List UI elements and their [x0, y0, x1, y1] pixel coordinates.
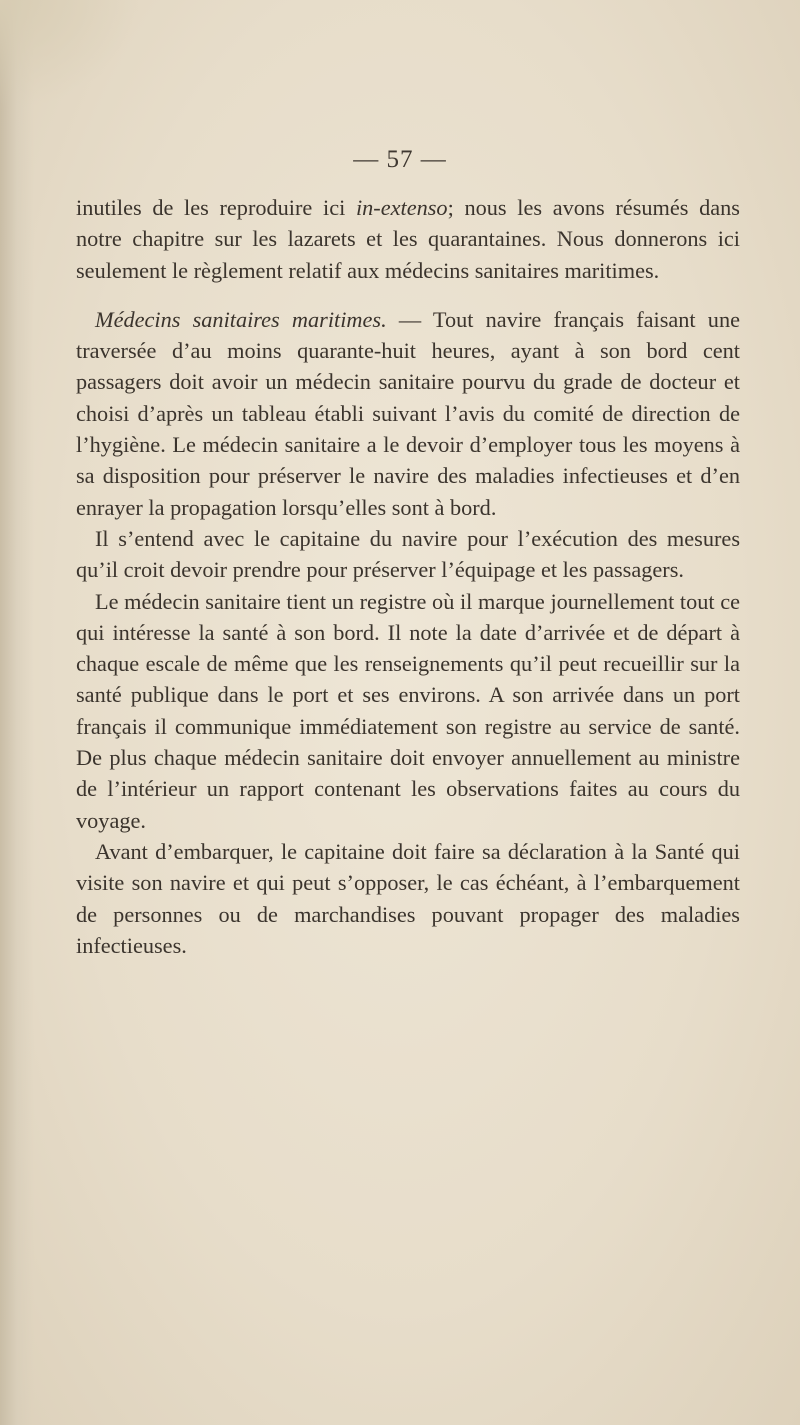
- paragraph-3: Il s’entend avec le capitaine du navire pour l’exécution des mesures qu’il croit devoir prendre pour préserver l’équipage et les passagers.: [76, 525, 740, 583]
- paragraph-1-start: inutiles de les reproduire ici: [76, 195, 356, 220]
- page-edge-shadow: [0, 0, 34, 1425]
- paragraph-2: [76, 304, 740, 523]
- page-number: — 57 —: [353, 146, 447, 173]
- section-title: Médecins sanitaires maritimes.: [95, 306, 387, 332]
- paragraph-2-text: — Tout navire français faisant une traversée d’au moins quarante-huit heures, ayant à son bord cent passagers doit avoir un médecin sanitaire pourvu du grade de docteur et choisi d’après un tableau établi suivant l’avis du comité de direction de l’hygiène. Le médecin sanitaire a le devoir d’employer tous les moyens à sa disposition pour préserver le navire des maladies infectieuses et d’en enrayer la propagation lorsqu’elles sont à bord.: [76, 306, 740, 520]
- paragraph-4: Le médecin sanitaire tient un registre où il marque journellement tout ce qui intéresse la santé à son bord. Il note la date d’arrivée et de départ à chaque escale de même que les renseignements qu’il peut recueillir sur la santé publique dans le port et ses environs. A son arrivée dans un port français il communique immédiatement son registre au service de santé. De plus chaque médecin sanitaire doit envoyer annuellement au ministre de l’intérieur un rapport contenant les observations faites au cours du voyage.: [76, 588, 740, 833]
- latin-phrase: in-extenso: [355, 195, 448, 220]
- section-spacer: [76, 286, 740, 304]
- body-text: [76, 192, 740, 961]
- paragraph-1: [76, 192, 740, 286]
- paragraph-5: Avant d’embarquer, le capitaine doit faire sa déclaration à la Santé qui visite son navire et qui peut s’opposer, le cas échéant, à l’embarquement de personnes ou de marchandises pouvant propager des maladies infectieuses.: [76, 838, 740, 958]
- paragraph-1-end: ; nous les avons résumés dans notre chapitre sur les lazarets et les quarantaines. Nous donnerons ici seulement le règlement relatif aux médecins sanitaires maritimes.: [76, 195, 740, 283]
- page-corner-stain: [0, 0, 140, 110]
